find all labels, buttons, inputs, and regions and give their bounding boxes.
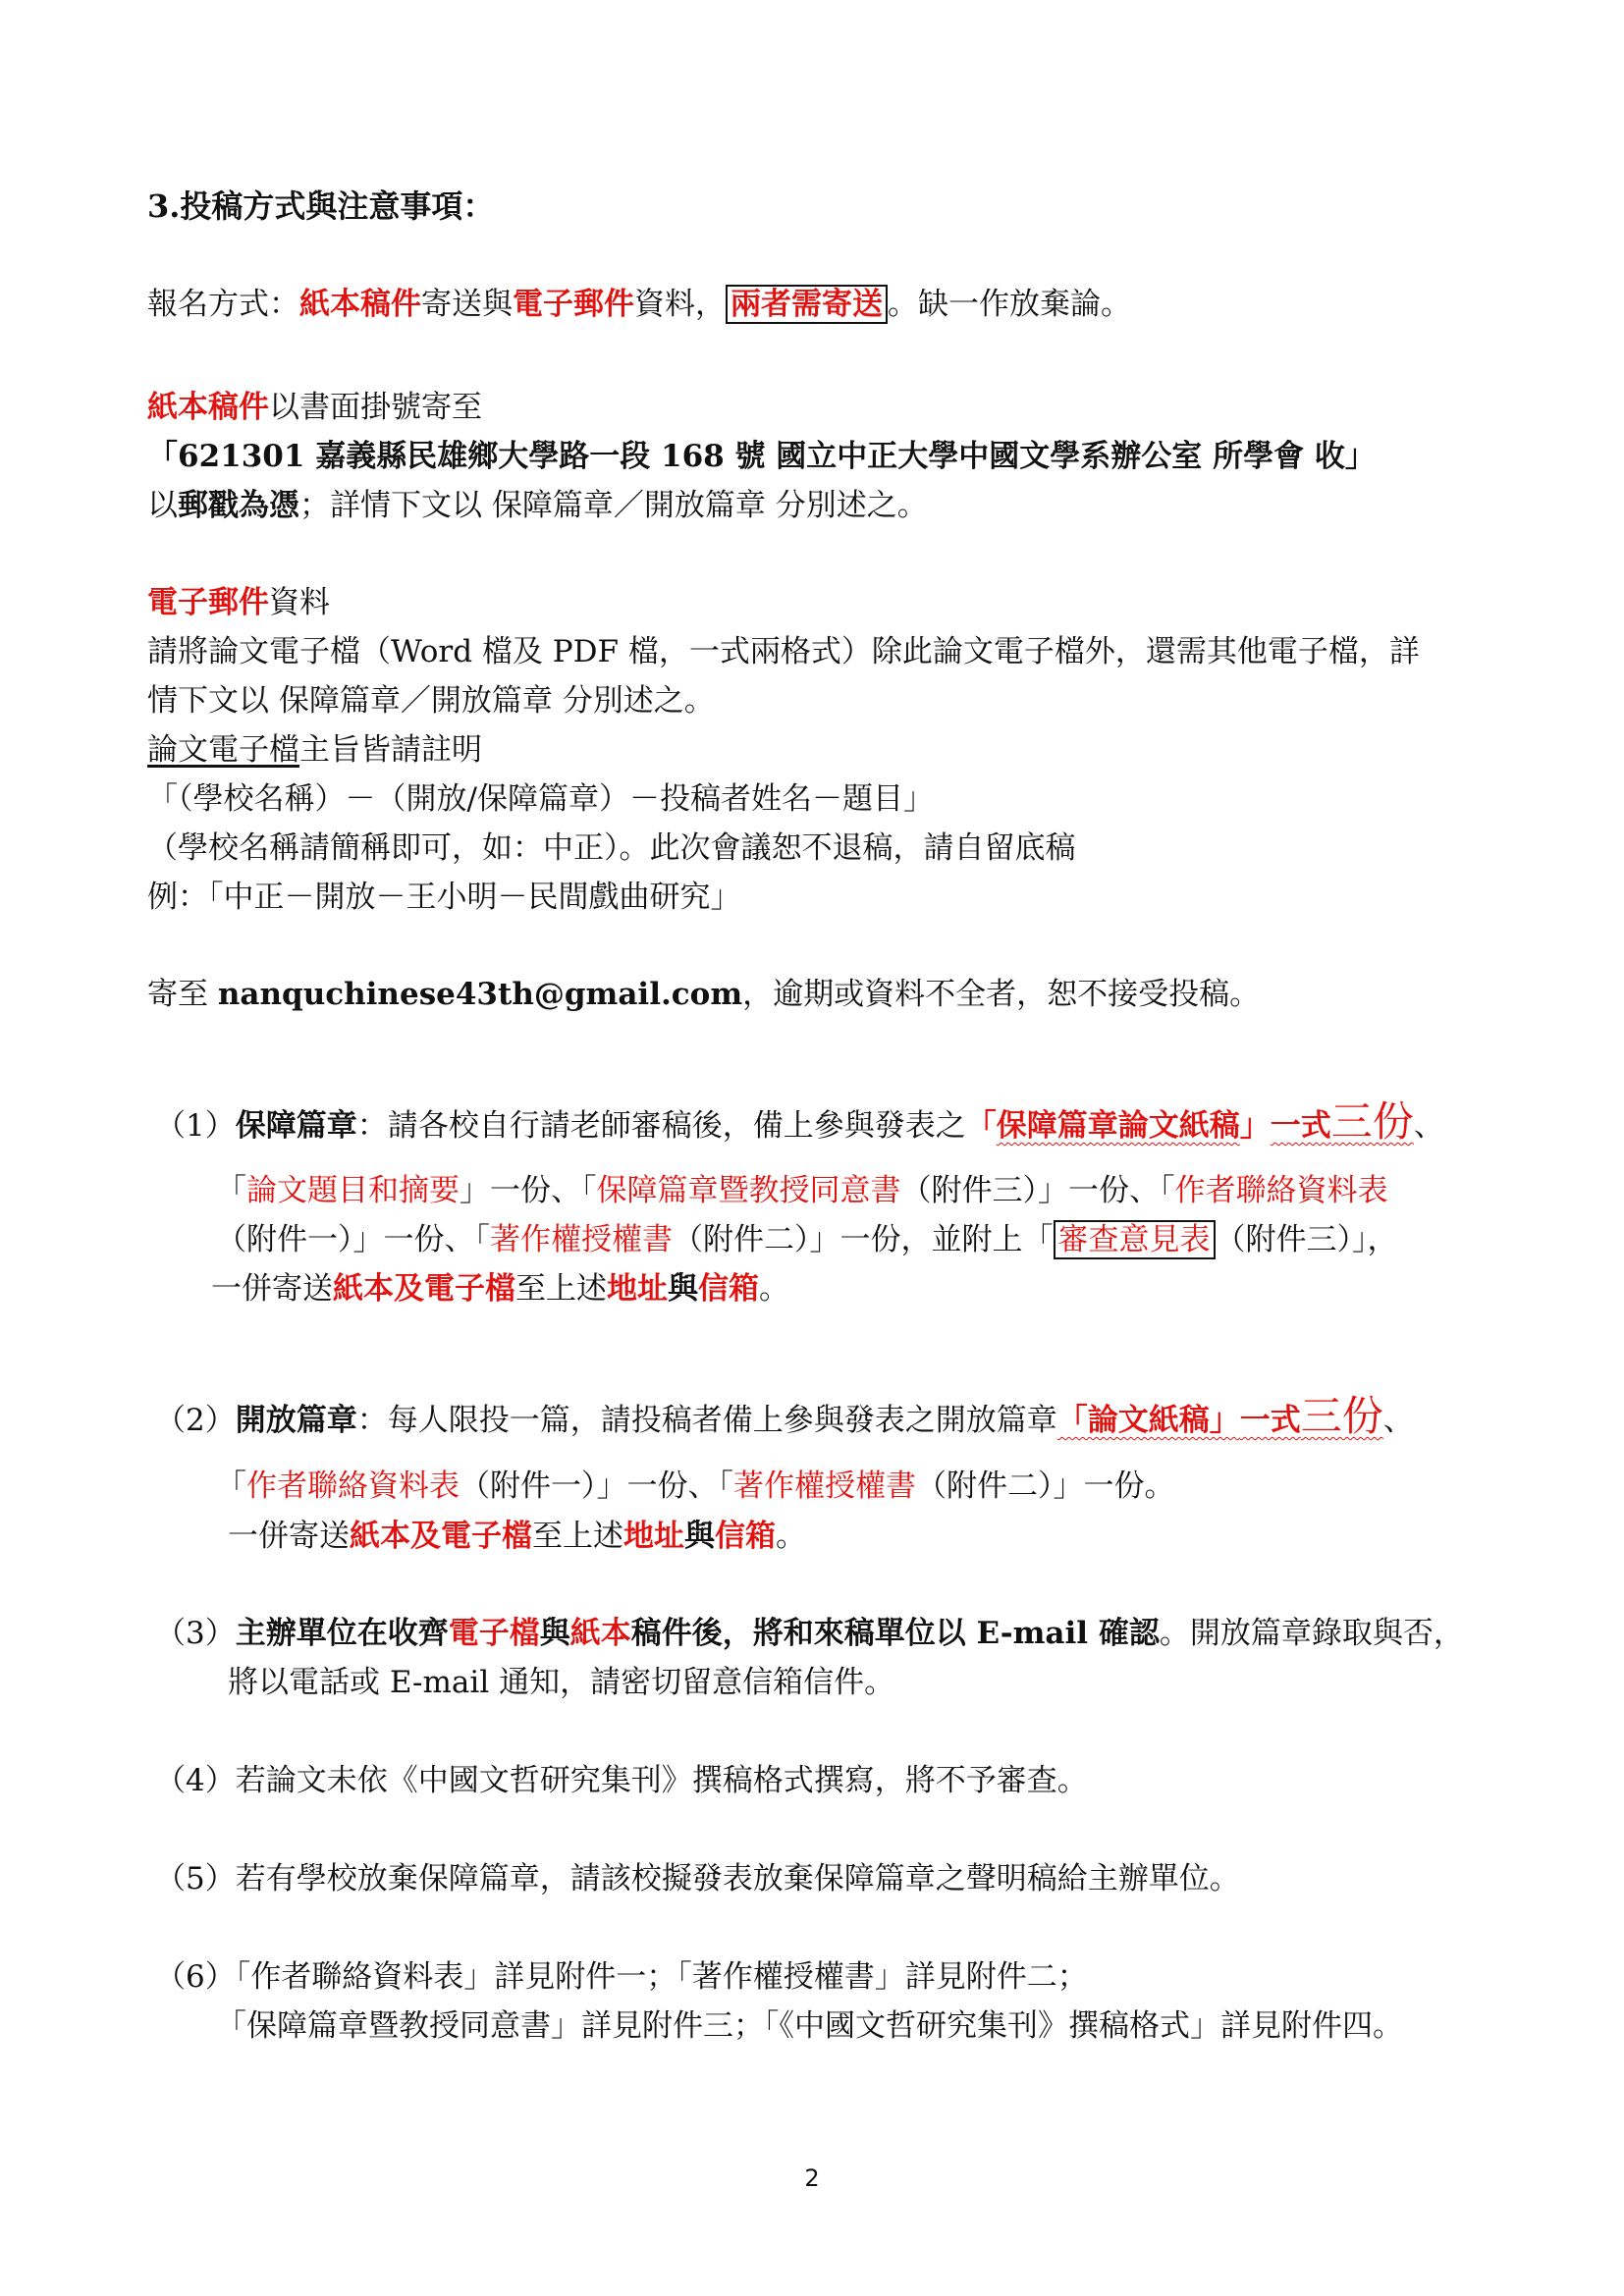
item3-line1 — [155, 1614, 1464, 1653]
item2-l3-b2: 地址 — [623, 1519, 684, 1554]
item2-l3-t4: 。 — [776, 1519, 806, 1554]
subject-format: 「（學校名稱）－（開放/保障篇章）－投稿者姓名－題目」 — [147, 781, 934, 817]
item1-title: 保障篇章 — [235, 1108, 357, 1144]
item2-text: ：每人限投一篇，請投稿者備上參與發表之開放篇章 — [356, 1403, 1057, 1438]
subject-underlined: 論文電子檔 — [147, 732, 299, 768]
item1-l3-t1: （附件一）」一份、「 — [216, 1222, 490, 1257]
item1-copies-b: 三份 — [1330, 1097, 1414, 1146]
item1-paper: 保障篇章論文紙稿 — [996, 1108, 1240, 1144]
item2-doc-contact: 作者聯絡資料表 — [246, 1468, 460, 1504]
signup-line — [147, 285, 1131, 324]
section-title: 3.投稿方式與注意事項： — [147, 187, 495, 225]
subject-rest: 主旨皆請註明 — [299, 732, 482, 768]
item2-l3-b1: 紙本及電子檔 — [350, 1519, 532, 1554]
paper-heading — [147, 388, 482, 427]
item1-doc-contact: 作者聯絡資料表 — [1174, 1173, 1388, 1208]
item2-doc-copyright: 著作權授權書 — [733, 1468, 916, 1504]
both-required-badge: 兩者需寄送 — [726, 285, 888, 324]
item6-line1: （6）「作者聯絡資料表」詳見附件一；「著作權授權書」詳見附件二； — [155, 1959, 1088, 1995]
item1-l3-t3: （附件三）」， — [1215, 1222, 1398, 1257]
signup-data: 資料， — [634, 287, 726, 322]
email-desc-line2: 情下文以 保障篇章／開放篇章 分別述之。 — [147, 683, 715, 719]
item2-paper: 「論文紙稿」 — [1056, 1403, 1240, 1438]
page-number: 2 — [804, 2164, 820, 2192]
postmark-bold: 郵戳為憑 — [178, 488, 299, 523]
item2-copies-a: 一式 — [1239, 1403, 1301, 1438]
email-heading — [147, 583, 330, 622]
item1-line1 — [155, 1097, 1444, 1146]
send-suffix: ，逾期或資料不全者，恕不接受投稿。 — [742, 977, 1261, 1012]
item4-line: （4）若論文未依《中國文哲研究集刊》撰稿格式撰寫，將不予審查。 — [155, 1763, 1088, 1798]
item1-l4-t1: 一併寄送 — [211, 1271, 333, 1307]
item1-text: ：請各校自行請老師審稿後，備上參與發表之 — [356, 1108, 966, 1144]
item2-copies-b: 三份 — [1300, 1392, 1383, 1440]
subject-line — [147, 730, 482, 770]
item3-t1: 。開放篇章錄取與否， — [1159, 1616, 1464, 1651]
item2-l3-t1: 一併寄送 — [228, 1519, 350, 1554]
email-heading-rest: 資料 — [269, 585, 330, 620]
email-address: nanquchinese43th@gmail.com — [217, 977, 743, 1012]
item1-num: （1） — [155, 1108, 236, 1144]
signup-prefix: 報名方式： — [147, 287, 299, 322]
item1-l2-quote: 「 — [216, 1173, 246, 1208]
item2-l2-t2: （附件二）」一份。 — [916, 1468, 1175, 1504]
item1-l4-t2: 至上述 — [515, 1271, 607, 1307]
item3-r1: 電子檔 — [448, 1616, 540, 1651]
postmark-prefix: 以 — [147, 488, 178, 523]
signup-paper: 紙本稿件 — [299, 287, 421, 322]
item2-title: 開放篇章 — [235, 1403, 357, 1438]
item1-tail: 、 — [1413, 1108, 1444, 1144]
item2-line2 — [216, 1467, 1175, 1506]
item1-quote-close: 」 — [1239, 1108, 1271, 1144]
item2-l3-t2: 至上述 — [532, 1519, 623, 1554]
postmark-rest: ；詳情下文以 保障篇章／開放篇章 分別述之。 — [299, 488, 928, 523]
mail-address: 「621301 嘉義縣民雄鄉大學路一段 168 號 國立中正大學中國文學系辦公室 所學會 收」 — [147, 439, 1376, 474]
paper-heading-red: 紙本稿件 — [147, 390, 269, 425]
paper-heading-rest: 以書面掛號寄至 — [269, 390, 482, 425]
item1-l4-b3: 信箱 — [698, 1271, 759, 1307]
item1-doc-consent: 保障篇章暨教授同意書 — [596, 1173, 901, 1208]
send-prefix: 寄至 — [147, 977, 218, 1012]
subject-note: （學校名稱請簡稱即可，如：中正）。此次會議恕不退稿，請自留底稿 — [147, 830, 1076, 866]
item3-b3: 稿件後，將和來稿單位以 E-mail 確認 — [630, 1616, 1160, 1651]
item1-l4-b1: 紙本及電子檔 — [333, 1271, 515, 1307]
item1-l4-t4: 。 — [759, 1271, 789, 1307]
signup-send-and: 寄送與 — [421, 287, 513, 322]
item1-l3-t2: （附件二）」一份，並附上「 — [673, 1222, 1054, 1257]
item2-l3-t3: 與 — [684, 1519, 715, 1554]
item2-tail: 、 — [1382, 1403, 1414, 1438]
item1-l4-b2: 地址 — [607, 1271, 668, 1307]
item2-line1 — [155, 1392, 1414, 1440]
subject-example: 例：「中正－開放－王小明－民間戲曲研究」 — [147, 880, 741, 915]
item6-line2: 「保障篇章暨教授同意書」詳見附件三；「《中國文哲研究集刊》撰稿格式」詳見附件四。 — [216, 2008, 1403, 2044]
item1-l2-t2: （附件三）」一份、「 — [900, 1173, 1175, 1208]
item1-doc-abstract: 論文題目和摘要 — [246, 1173, 460, 1208]
item2-l2-t1: （附件一）」一份、「 — [460, 1468, 733, 1504]
item2-l2-quote: 「 — [216, 1468, 246, 1504]
item1-quote-open: 「 — [965, 1108, 997, 1144]
email-heading-red: 電子郵件 — [147, 585, 269, 620]
item1-line2 — [216, 1171, 1388, 1210]
item3-b2: 與 — [539, 1616, 570, 1651]
item1-doc-copyright: 著作權授權書 — [490, 1222, 673, 1257]
item1-l2-t1: 」一份、「 — [460, 1173, 597, 1208]
item1-l4-t3: 與 — [668, 1271, 698, 1307]
item3-num: （3） — [155, 1616, 236, 1651]
send-to-line — [147, 975, 1260, 1014]
item1-copies-a: 一式 — [1270, 1108, 1331, 1144]
item5-line: （5）若有學校放棄保障篇章，請該校擬發表放棄保障篇章之聲明稿給主辦單位。 — [155, 1861, 1240, 1896]
item3-b1: 主辦單位在收齊 — [235, 1616, 449, 1651]
item2-line3 — [228, 1517, 806, 1556]
item2-num: （2） — [155, 1403, 236, 1438]
item1-line3 — [216, 1220, 1398, 1259]
item2-l3-b3: 信箱 — [715, 1519, 776, 1554]
item3-r2: 紙本 — [569, 1616, 631, 1651]
email-desc-line1: 請將論文電子檔（Word 檔及 PDF 檔，一式兩格式）除此論文電子檔外，還需其他電子檔，詳 — [147, 634, 1420, 669]
postmark-line — [147, 486, 928, 525]
signup-suffix: 。缺一作放棄論。 — [888, 287, 1131, 322]
signup-email: 電子郵件 — [513, 287, 634, 322]
item1-line4 — [211, 1269, 789, 1308]
item1-doc-review-form: 審查意見表 — [1054, 1220, 1216, 1259]
item3-line2: 將以電話或 E-mail 通知，請密切留意信箱信件。 — [228, 1665, 895, 1700]
